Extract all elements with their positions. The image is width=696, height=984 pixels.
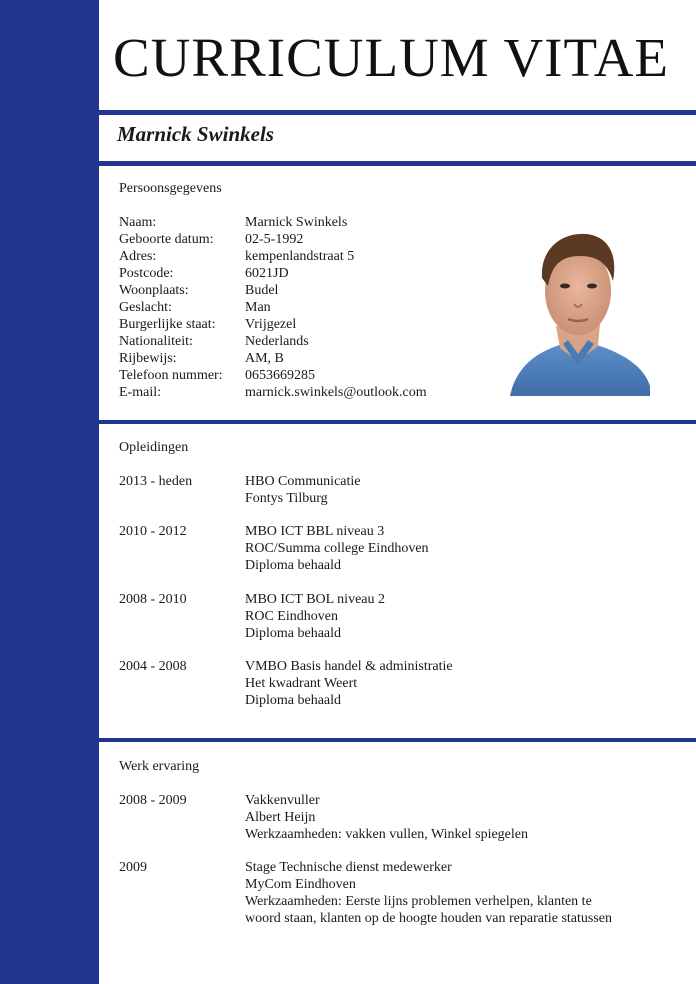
page-title: CURRICULUM VITAE <box>113 27 670 88</box>
field-value: 6021JD <box>245 266 289 281</box>
entry-line: MBO ICT BBL niveau 3 <box>245 524 385 539</box>
entry-line: HBO Communicatie <box>245 474 361 489</box>
entry-line: Werkzaamheden: vakken vullen, Winkel spiegelen <box>245 827 529 842</box>
entry-period: 2008 - 2010 <box>119 592 187 607</box>
field-value: marnick.swinkels@outlook.com <box>245 385 427 400</box>
field-label: Telefoon nummer: <box>119 368 223 383</box>
field-label: Naam: <box>119 215 157 230</box>
entry-line: MyCom Eindhoven <box>245 877 356 892</box>
entry-line: Diploma behaald <box>245 693 342 708</box>
divider <box>99 738 696 742</box>
entry-line: ROC Eindhoven <box>245 609 338 624</box>
entry-line: Het kwadrant Weert <box>245 676 358 691</box>
field-value: 02-5-1992 <box>245 232 304 247</box>
cv-page <box>99 0 696 984</box>
field-value: AM, B <box>245 351 284 366</box>
field-value: kempenlandstraat 5 <box>245 249 355 264</box>
entry-period: 2009 <box>119 860 147 875</box>
entry-line: Werkzaamheden: Eerste lijns problemen verhelpen, klanten te woord staan, klanten op de hoogte houden van reparatie statussen <box>245 894 613 926</box>
field-value: Man <box>245 300 271 315</box>
entry-period: 2010 - 2012 <box>119 524 187 539</box>
section-title-work: Werk ervaring <box>119 759 200 774</box>
entry-line: VMBO Basis handel & administratie <box>245 659 453 674</box>
entry-line: Fontys Tilburg <box>245 491 328 506</box>
entry-line: Albert Heijn <box>245 810 316 825</box>
field-value: Nederlands <box>245 334 309 349</box>
entry-line: Diploma behaald <box>245 558 342 573</box>
field-value: Marnick Swinkels <box>245 215 348 230</box>
entry-line: Stage Technische dienst medewerker <box>245 860 452 875</box>
field-label: Nationaliteit: <box>119 334 193 349</box>
entry-line: Vakkenvuller <box>245 793 320 808</box>
field-label: Woonplaats: <box>119 283 189 298</box>
entry-period: 2004 - 2008 <box>119 659 187 674</box>
divider <box>99 110 696 115</box>
profile-photo <box>508 226 650 396</box>
field-label: Rijbewijs: <box>119 351 177 366</box>
entry-period: 2008 - 2009 <box>119 793 187 808</box>
field-value: Budel <box>245 283 279 298</box>
divider <box>99 420 696 424</box>
entry-line: Diploma behaald <box>245 626 342 641</box>
field-value: Vrijgezel <box>245 317 297 332</box>
divider <box>99 161 696 166</box>
field-label: Burgerlijke staat: <box>119 317 216 332</box>
field-label: Geslacht: <box>119 300 172 315</box>
field-label: Adres: <box>119 249 157 264</box>
field-value: 0653669285 <box>245 368 315 383</box>
field-label: Geboorte datum: <box>119 232 214 247</box>
sidebar-accent <box>0 0 99 984</box>
person-name: Marnick Swinkels <box>117 122 274 146</box>
entry-line: MBO ICT BOL niveau 2 <box>245 592 385 607</box>
field-label: Postcode: <box>119 266 174 281</box>
entry-period: 2013 - heden <box>119 474 193 489</box>
field-label: E-mail: <box>119 385 161 400</box>
section-title-education: Opleidingen <box>119 440 189 455</box>
section-title-personal: Persoonsgegevens <box>119 181 222 196</box>
entry-line: ROC/Summa college Eindhoven <box>245 541 429 556</box>
